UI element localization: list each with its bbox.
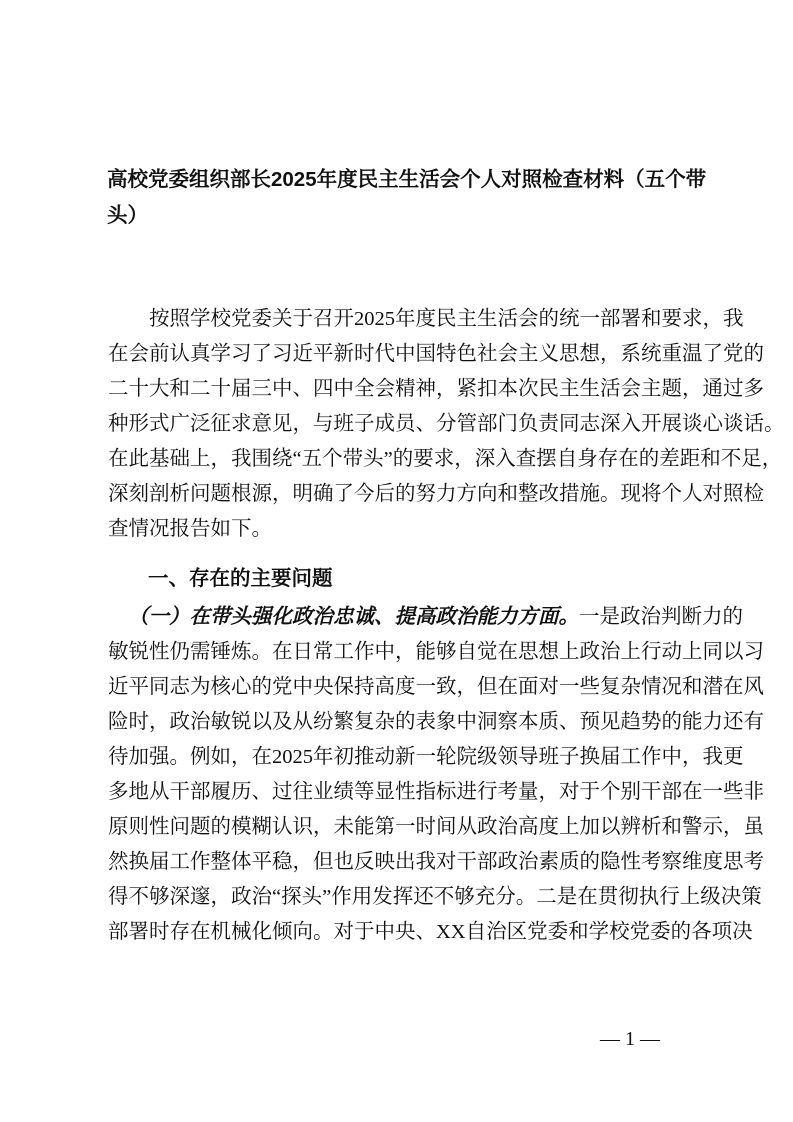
subsection-first-rest: 一是政治判断力的	[579, 606, 743, 628]
subsection-first-line	[128, 600, 743, 635]
text-line: 在会前认真学习了习近平新时代中国特色社会主义思想，系统重温了党的	[108, 343, 764, 365]
page-number: — 1 —	[600, 1028, 660, 1050]
text-line: 在此基础上，我围绕“五个带头”的要求，深入查摆自身存在的差距和不足，	[108, 448, 783, 470]
document-title-line-1: 高校党委组织部长2025年度民主生活会个人对照检查材料（五个带	[107, 168, 707, 191]
text-line: 得不够深邃，政治“探头”作用发挥还不够充分。二是在贯彻执行上级决策	[108, 886, 762, 908]
text-line: 按照学校党委关于召开2025年度民主生活会的统一部署和要求，我	[108, 308, 744, 330]
text-line: 待加强。例如，在2025年初推动新一轮院级领导班子换届工作中，我更	[108, 746, 744, 768]
text-line: 原则性问题的模糊认识，未能第一时间从政治高度上加以辨析和警示，虽	[108, 816, 764, 838]
text-line: 查情况报告如下。	[108, 518, 272, 540]
document-title-line-2: 头）	[107, 204, 148, 227]
text-line: 险时，政治敏锐以及从纷繁复杂的表象中洞察本质、预见趋势的能力还有	[108, 711, 764, 733]
section-heading: 一、存在的主要问题	[148, 567, 333, 590]
text-line: 敏锐性仍需锤炼。在日常工作中，能够自觉在思想上政治上行动上同以习	[108, 641, 764, 663]
text-line: 深刻剖析问题根源，明确了今后的努力方向和整改措施。现将个人对照检	[108, 483, 764, 505]
text-line: 近平同志为核心的党中央保持高度一致，但在面对一些复杂情况和潜在风	[108, 676, 764, 698]
text-line: 部署时存在机械化倾向。对于中央、XX自治区党委和学校党委的各项决	[108, 921, 753, 943]
text-line: 然换届工作整体平稳，但也反映出我对干部政治素质的隐性考察维度思考	[108, 851, 764, 873]
subsection-lead: （一）在带头强化政治忠诚、提高政治能力方面。	[128, 606, 579, 628]
text-line: 种形式广泛征求意见，与班子成员、分管部门负责同志深入开展谈心谈话。	[108, 413, 785, 435]
text-line: 多地从干部履历、过往业绩等显性指标进行考量，对于个别干部在一些非	[108, 781, 764, 803]
text-line: 二十大和二十届三中、四中全会精神，紧扣本次民主生活会主题，通过多	[108, 378, 764, 400]
